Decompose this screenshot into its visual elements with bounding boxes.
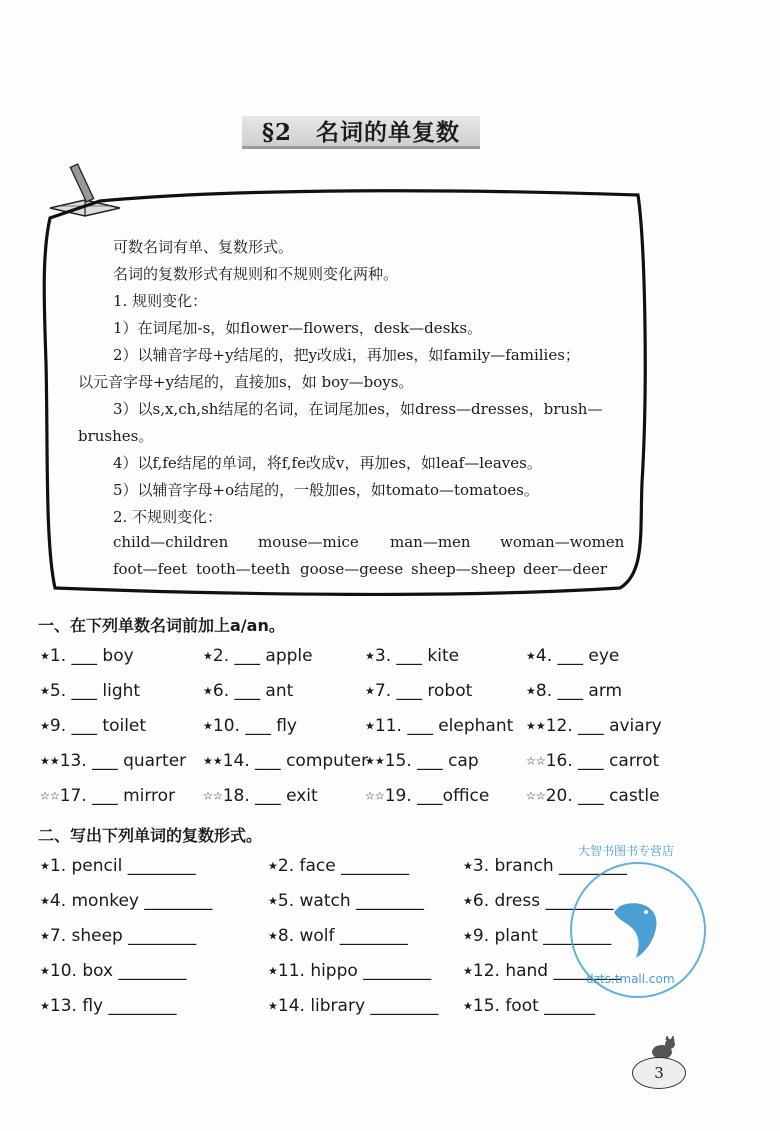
note-line-10: 5）以辅音字母+o结尾的，一般加es，如tomato—tomatoes。 bbox=[113, 481, 539, 499]
exercise-item[interactable] bbox=[365, 716, 513, 736]
page-title: §2 名词的单复数 bbox=[261, 119, 461, 146]
difficulty-star-icon: ★★ bbox=[203, 754, 223, 768]
difficulty-star-icon: ★ bbox=[268, 894, 278, 908]
exercise-item-text: 17. ___ mirror bbox=[59, 786, 176, 806]
difficulty-star-icon: ★ bbox=[526, 649, 536, 663]
exercise-item-text: 14. ___ computer bbox=[222, 751, 369, 771]
exercise-item[interactable] bbox=[526, 681, 622, 701]
watermark-url: dzts.tmall.com bbox=[586, 972, 675, 986]
exercise-item-text: 13. fly ________ bbox=[49, 996, 177, 1016]
note-line-9: 4）以f,fe结尾的单词，将f,fe改成v，再加es，如leaf—leaves。 bbox=[113, 454, 542, 472]
exercise-item-text: 15. ___ cap bbox=[384, 751, 479, 771]
difficulty-star-icon: ☆☆ bbox=[203, 789, 223, 803]
note-line-8: brushes。 bbox=[78, 427, 154, 445]
difficulty-star-icon: ★ bbox=[463, 894, 473, 908]
exercise-item-text: 12. hand ________ bbox=[472, 961, 622, 981]
difficulty-star-icon: ☆☆ bbox=[40, 789, 60, 803]
exercise-item-text: 16. ___ carrot bbox=[545, 751, 660, 771]
exercise-item-text: 11. ___ elephant bbox=[374, 716, 514, 736]
difficulty-star-icon: ★ bbox=[268, 964, 278, 978]
irregular-pair: woman—women bbox=[500, 533, 625, 551]
difficulty-star-icon: ★ bbox=[268, 929, 278, 943]
exercise-item-text: 4. monkey ________ bbox=[49, 891, 213, 911]
difficulty-star-icon: ★★ bbox=[365, 754, 385, 768]
exercise-item[interactable] bbox=[203, 751, 368, 771]
difficulty-star-icon: ★ bbox=[203, 649, 213, 663]
exercise-item-text: 9. ___ toilet bbox=[49, 716, 147, 736]
difficulty-star-icon: ★ bbox=[40, 649, 50, 663]
difficulty-star-icon: ★ bbox=[463, 999, 473, 1013]
exercise-item[interactable] bbox=[526, 751, 659, 771]
difficulty-star-icon: ★ bbox=[40, 719, 50, 733]
note-line-11: 2. 不规则变化： bbox=[113, 508, 223, 526]
difficulty-star-icon: ★ bbox=[526, 684, 536, 698]
difficulty-star-icon: ★ bbox=[40, 964, 50, 978]
exercise-item-text: 10. ___ fly bbox=[212, 716, 297, 736]
note-line-2: 名词的复数形式有规则和不规则变化两种。 bbox=[113, 265, 399, 283]
difficulty-star-icon: ★ bbox=[463, 929, 473, 943]
exercise-item-text: 20. ___ castle bbox=[545, 786, 660, 806]
exercise-item-text: 6. ___ ant bbox=[212, 681, 294, 701]
exercise-item-text: 14. library ________ bbox=[277, 996, 439, 1016]
irregular-pair: man—men bbox=[390, 533, 471, 551]
irregular-pair: deer—deer bbox=[523, 560, 608, 578]
difficulty-star-icon: ★★ bbox=[526, 719, 546, 733]
exercise-item[interactable] bbox=[268, 926, 408, 946]
note-line-5: 2）以辅音字母+y结尾的，把y改成i，再加es，如family—families； bbox=[113, 346, 580, 364]
exercise-item[interactable] bbox=[40, 751, 186, 771]
irregular-pair: sheep—sheep bbox=[411, 560, 516, 578]
note-line-4: 1）在词尾加-s，如flower—flowers，desk—desks。 bbox=[113, 319, 483, 337]
exercise-item[interactable] bbox=[365, 786, 489, 806]
irregular-pair: mouse—mice bbox=[258, 533, 359, 551]
difficulty-star-icon: ★ bbox=[40, 929, 50, 943]
exercise-item[interactable] bbox=[40, 646, 134, 666]
exercise-item-text: 2. face ________ bbox=[277, 856, 410, 876]
exercise-item-text: 19. ___office bbox=[384, 786, 490, 806]
exercise-1-heading: 一、在下列单数名词前加上a/an。 bbox=[38, 616, 285, 635]
difficulty-star-icon: ★ bbox=[40, 894, 50, 908]
store-watermark bbox=[570, 844, 706, 998]
exercise-item-text: 15. foot ______ bbox=[472, 996, 596, 1016]
difficulty-star-icon: ★ bbox=[203, 684, 213, 698]
exercise-item[interactable] bbox=[268, 996, 438, 1016]
exercise-item[interactable] bbox=[40, 961, 186, 981]
difficulty-star-icon: ★ bbox=[365, 719, 375, 733]
exercise-item-text: 11. hippo ________ bbox=[277, 961, 432, 981]
dolphin-icon bbox=[610, 898, 670, 960]
exercise-item[interactable] bbox=[40, 786, 175, 806]
difficulty-star-icon: ☆☆ bbox=[365, 789, 385, 803]
irregular-pair: tooth—teeth bbox=[196, 560, 291, 578]
difficulty-star-icon: ☆☆ bbox=[526, 789, 546, 803]
exercise-item-text: 10. box ________ bbox=[49, 961, 187, 981]
difficulty-star-icon: ★ bbox=[268, 859, 278, 873]
exercise-item[interactable] bbox=[268, 961, 431, 981]
page-number: 3 bbox=[632, 1057, 686, 1089]
difficulty-star-icon: ☆☆ bbox=[526, 754, 546, 768]
exercise-item[interactable] bbox=[203, 716, 297, 736]
exercise-item-text: 9. plant ________ bbox=[472, 926, 612, 946]
exercise-item-text: 2. ___ apple bbox=[212, 646, 313, 666]
exercise-item[interactable] bbox=[463, 996, 595, 1016]
exercise-item[interactable] bbox=[40, 891, 212, 911]
exercise-item-text: 5. watch ________ bbox=[277, 891, 425, 911]
exercise-item[interactable] bbox=[40, 681, 140, 701]
exercise-item-text: 12. ___ aviary bbox=[545, 716, 662, 736]
difficulty-star-icon: ★ bbox=[268, 999, 278, 1013]
note-line-3: 1. 规则变化： bbox=[113, 292, 208, 310]
exercise-item[interactable] bbox=[365, 646, 459, 666]
difficulty-star-icon: ★★ bbox=[40, 754, 60, 768]
difficulty-star-icon: ★ bbox=[40, 859, 50, 873]
exercise-item[interactable] bbox=[365, 751, 479, 771]
difficulty-star-icon: ★ bbox=[463, 964, 473, 978]
note-line-7: 3）以s,x,ch,sh结尾的名词，在词尾加es，如dress—dresses，brush— bbox=[113, 400, 603, 418]
exercise-item[interactable] bbox=[40, 856, 196, 876]
exercise-item-text: 1. pencil ________ bbox=[49, 856, 196, 876]
exercise-item[interactable] bbox=[268, 891, 424, 911]
note-line-1: 可数名词有单、复数形式。 bbox=[113, 238, 294, 256]
exercise-item[interactable] bbox=[40, 926, 196, 946]
watermark-store-name: 大智书图书专营店 bbox=[578, 844, 675, 858]
exercise-item[interactable] bbox=[203, 681, 293, 701]
exercise-item[interactable] bbox=[40, 716, 146, 736]
exercise-item-text: 7. ___ robot bbox=[374, 681, 473, 701]
irregular-pair: foot—feet bbox=[113, 560, 187, 578]
exercise-item-text: 3. ___ kite bbox=[374, 646, 460, 666]
exercise-item-text: 3. branch ________ bbox=[472, 856, 627, 876]
exercise-item[interactable] bbox=[526, 716, 662, 736]
exercise-item-text: 13. ___ quarter bbox=[59, 751, 187, 771]
exercise-item-text: 5. ___ light bbox=[49, 681, 141, 701]
note-line-6: 以元音字母+y结尾的，直接加s，如 boy—boys。 bbox=[78, 373, 414, 391]
exercise-item-text: 4. ___ eye bbox=[535, 646, 620, 666]
difficulty-star-icon: ★ bbox=[365, 649, 375, 663]
exercise-item[interactable] bbox=[526, 786, 660, 806]
exercise-item[interactable] bbox=[268, 856, 409, 876]
exercise-2-heading: 二、写出下列单词的复数形式。 bbox=[38, 826, 263, 845]
exercise-item[interactable] bbox=[40, 996, 177, 1016]
exercise-item[interactable] bbox=[365, 681, 472, 701]
irregular-pair: goose—geese bbox=[300, 560, 404, 578]
exercise-item[interactable] bbox=[203, 646, 313, 666]
exercise-item-text: 8. wolf ________ bbox=[277, 926, 408, 946]
exercise-item-text: 18. ___ exit bbox=[222, 786, 318, 806]
exercise-item-text: 1. ___ boy bbox=[49, 646, 134, 666]
exercise-item[interactable] bbox=[203, 786, 318, 806]
exercise-item[interactable] bbox=[526, 646, 619, 666]
irregular-pair: child—children bbox=[113, 533, 229, 551]
exercise-item-text: 7. sheep ________ bbox=[49, 926, 197, 946]
difficulty-star-icon: ★ bbox=[463, 859, 473, 873]
difficulty-star-icon: ★ bbox=[365, 684, 375, 698]
exercise-item-text: 6. dress ________ bbox=[472, 891, 614, 911]
difficulty-star-icon: ★ bbox=[40, 684, 50, 698]
difficulty-star-icon: ★ bbox=[203, 719, 213, 733]
exercise-item-text: 8. ___ arm bbox=[535, 681, 623, 701]
difficulty-star-icon: ★ bbox=[40, 999, 50, 1013]
